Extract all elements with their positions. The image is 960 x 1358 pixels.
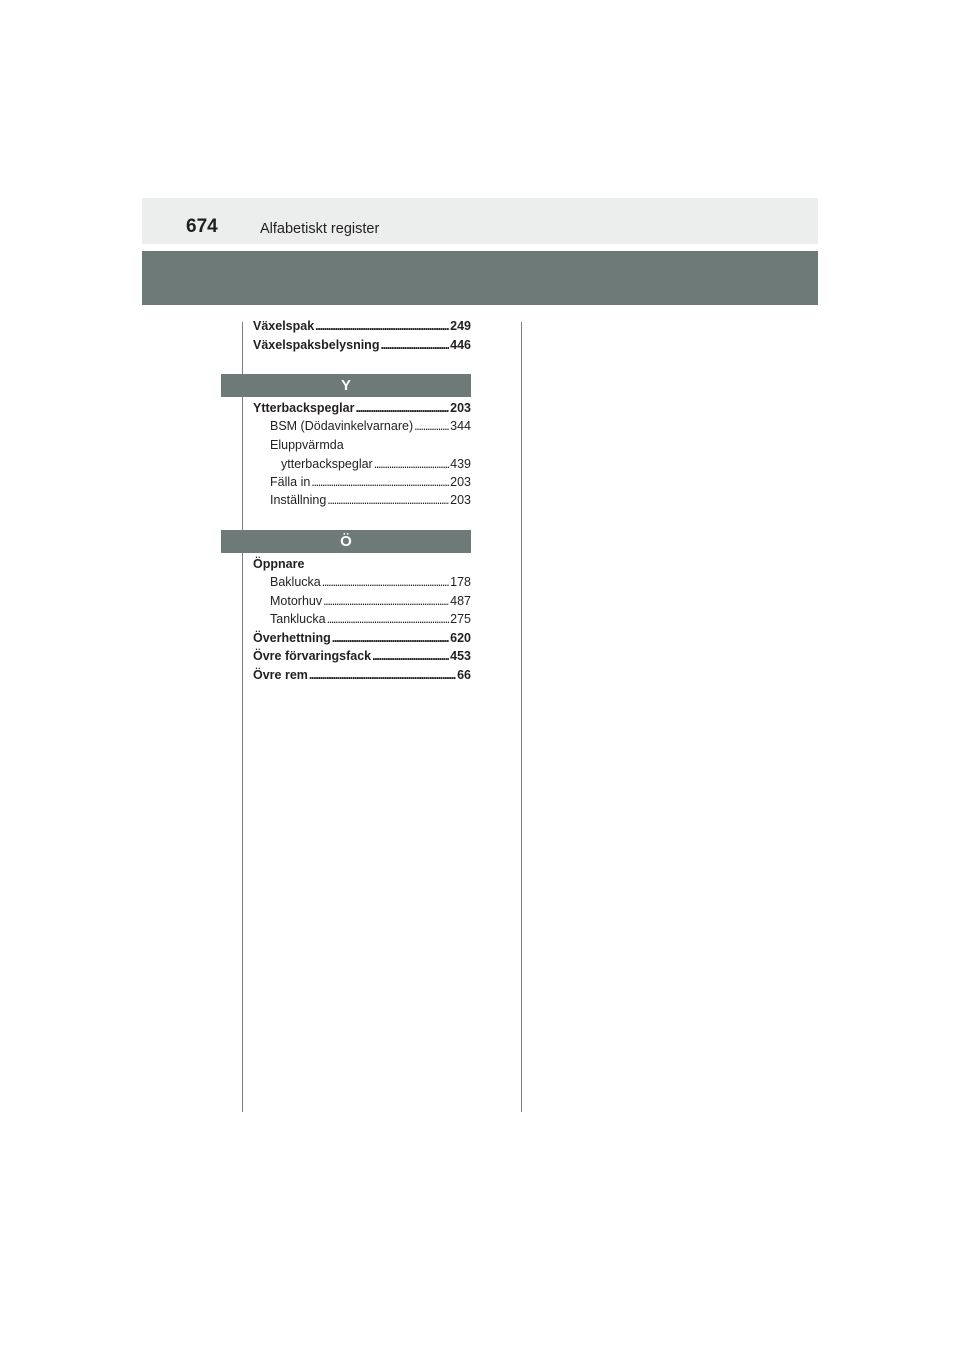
column-rule-left <box>242 322 243 1112</box>
index-subentry-motorhuv[interactable] <box>270 592 471 610</box>
column-rule-right <box>521 322 522 1112</box>
entry-label: BSM (Dödavinkelvarnare) <box>270 419 414 433</box>
entry-label: Motorhuv <box>270 594 323 608</box>
entry-label: Ytterbackspeglar <box>253 401 355 415</box>
entry-page: 620 <box>450 631 471 645</box>
leader-dots <box>315 317 449 335</box>
index-subentry-ytterbackspeglar-eluppvarmda[interactable] <box>281 455 471 473</box>
entry-label: Inställning <box>270 493 327 507</box>
page-number: 674 <box>186 216 218 237</box>
leader-dots <box>355 399 449 417</box>
entry-page: 344 <box>450 419 471 433</box>
header-title: Alfabetiskt register <box>260 221 380 237</box>
section-header-o-umlaut: Ö <box>221 530 471 553</box>
index-subentry-falla-in[interactable] <box>270 473 471 491</box>
entry-label: ytterbackspeglar <box>281 457 373 471</box>
entry-page: 487 <box>450 594 471 608</box>
leader-dots <box>332 629 449 647</box>
leader-dots <box>414 417 449 435</box>
leader-dots <box>372 647 449 665</box>
entry-label: Överhettning <box>253 631 331 645</box>
entry-page: 439 <box>450 457 471 471</box>
section-header-y: Y <box>221 374 471 397</box>
entry-label: Fälla in <box>270 475 311 489</box>
index-entry-overhettning[interactable] <box>253 629 471 647</box>
leader-dots <box>311 473 449 491</box>
entry-label: Växelspaksbelysning <box>253 338 380 352</box>
entry-page: 446 <box>450 338 471 352</box>
entry-label: Öppnare <box>253 557 305 571</box>
index-entry-ovre-forvaringsfack[interactable] <box>253 647 471 665</box>
entry-page: 249 <box>450 319 471 333</box>
section-banner <box>142 251 818 305</box>
entry-page: 203 <box>450 493 471 507</box>
entry-label: Övre förvaringsfack <box>253 649 372 663</box>
entry-label: Övre rem <box>253 668 308 682</box>
leader-dots <box>309 666 456 684</box>
entry-page: 178 <box>450 575 471 589</box>
entry-page: 275 <box>450 612 471 626</box>
leader-dots <box>327 491 449 509</box>
leader-dots <box>380 336 449 354</box>
entry-label: Baklucka <box>270 575 321 589</box>
index-subentry-tanklucka[interactable] <box>270 610 471 628</box>
index-entry-vaxelspaksbelysning[interactable] <box>253 336 471 354</box>
index-entry-ytterbackspeglar[interactable] <box>253 399 471 417</box>
index-entry-oppnare <box>253 555 471 573</box>
index-subentry-installning[interactable] <box>270 491 471 509</box>
header-bar <box>142 198 818 244</box>
entry-page: 203 <box>450 475 471 489</box>
entry-label: Tanklucka <box>270 612 326 626</box>
index-entry-ovre-rem[interactable] <box>253 666 471 684</box>
index-entry-vaxelspak[interactable] <box>253 317 471 335</box>
index-subentry-baklucka[interactable] <box>270 573 471 591</box>
leader-dots <box>374 455 449 473</box>
leader-dots <box>323 592 449 610</box>
leader-dots <box>327 610 450 628</box>
index-subentry-bsm[interactable] <box>270 417 471 435</box>
leader-dots <box>322 573 449 591</box>
entry-page: 66 <box>457 668 471 682</box>
index-subentry-eluppvarmda <box>270 436 471 454</box>
entry-label: Eluppvärmda <box>270 438 344 452</box>
entry-page: 203 <box>450 401 471 415</box>
entry-page: 453 <box>450 649 471 663</box>
entry-label: Växelspak <box>253 319 315 333</box>
